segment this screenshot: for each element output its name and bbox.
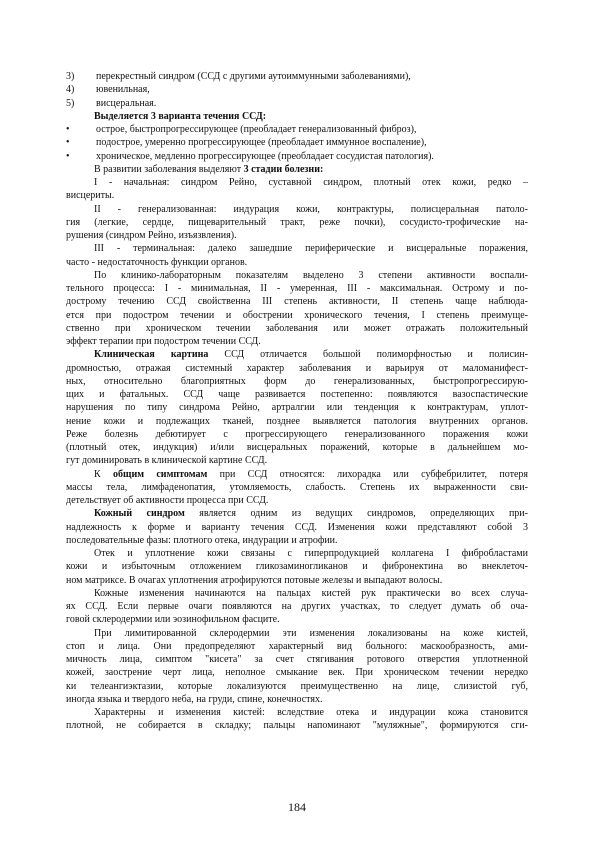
clinic-line: щих и фатальных. ССД чаще развивается постепенно: появляются вазоспастические bbox=[66, 389, 528, 400]
general-line: К общим симптомам при ССД относятся: лихорадка или субфебрилитет, потеря bbox=[94, 468, 528, 480]
clinic-line: Реже болезнь дебютирует с прогрессирующего генерализованного поражения кожи bbox=[66, 428, 528, 440]
limited-line: иногда языка и твердого неба, на груди, спине, конечностях. bbox=[66, 693, 323, 705]
edema-line: ном матриксе. В очагах уплотнения атрофируются потовые железы и выпадают волосы. bbox=[66, 574, 443, 586]
list-item: 3) перекрестный синдром (ССД с другими аутоиммунными заболеваниями), bbox=[66, 71, 411, 82]
edema-line: кожи и избыточным отложением гликозаминогликанов и фибронектина во внеклеточ- bbox=[66, 561, 528, 573]
bullet-icon: • bbox=[66, 124, 70, 135]
bullet-icon: • bbox=[66, 150, 70, 162]
hands-line: Характерны и изменения кистей: вследствие отека и индурации кожа становится bbox=[94, 707, 528, 718]
activity-line: По клинико-лабораторным показателям выделено 3 степени активности воспали- bbox=[94, 269, 528, 281]
limited-line: ки телеангиэктазии, которые локализуются преимущественно на лице, слизистой губ, bbox=[66, 680, 528, 692]
activity-line: ется при подостром течении и обострении хронического течения, I степень преимуще- bbox=[66, 309, 528, 321]
stage1-line: I - начальная: синдром Рейно, суставной синдром, плотный отек кожи, редко – bbox=[94, 177, 528, 188]
activity-line: эффект терапии при подостром течении ССД. bbox=[66, 336, 261, 347]
list-item: 5) висцеральная. bbox=[66, 97, 157, 109]
general-line: массы тела, лимфаденопатия, утомляемость, слабость. Степень их выраженности сви- bbox=[66, 481, 528, 493]
clinic-line: дромностью, отражая системный характер заболевания и варьируя от маломанифест- bbox=[66, 362, 528, 374]
hands-line: плотной, не собирается в складку; пальцы напоминают "муляжные", формируются сги- bbox=[66, 720, 528, 732]
clinic-line: нение кожи и подлежащих тканей, позднее выявляется патология внутренних органов. bbox=[66, 415, 528, 427]
stage1-line: висцериты. bbox=[66, 190, 115, 202]
edema-line: Отек и уплотнение кожи связаны с гиперпродукцией коллагена I фибробластами bbox=[94, 548, 528, 559]
list-item: 4) ювенильная, bbox=[66, 84, 150, 96]
stages-heading: В развитии заболевания выделяют 3 стадии болезни: bbox=[94, 163, 324, 175]
limited-line: кожей, заострение черт лица, неполное смыкание век. При хроническом течении нередко bbox=[66, 667, 528, 679]
fingers-line: ях ССД. Если первые очаги появляются на других участках, то следует думать об оча- bbox=[66, 601, 528, 612]
page-body bbox=[66, 70, 528, 733]
page-number: 184 bbox=[288, 800, 306, 814]
clinic-line: гут доминировать в клинической картине ССД. bbox=[66, 455, 268, 467]
bullet-icon: • bbox=[66, 137, 70, 149]
fingers-line: говой склеродермии или эозинофильном фасците. bbox=[66, 614, 280, 626]
clinic-line: нарушения по типу синдрома Рейно, артралгии или тенденция к контрактурам, уплот- bbox=[66, 402, 528, 414]
general-line: детельствует об активности процесса при ССД. bbox=[66, 495, 269, 506]
activity-line: тельного процесса: I - минимальная, II - умеренная, III - максимальная. Острому и по- bbox=[66, 283, 528, 294]
stage2-line: рушения (синдром Рейно, изъязвления). bbox=[66, 230, 237, 241]
variants-heading: Выделяется 3 варианта течения ССД: bbox=[94, 110, 267, 122]
clinic-line: (плотный отек, индукция) и/или висцеральных поражений, которые в дальнейшем мо- bbox=[66, 442, 528, 453]
bullet-item: • острое, быстропрогрессирующее (преобладает генерализованный фиброз), bbox=[66, 124, 417, 135]
clinic-line: Клиническая картина ССД отличается большой полиморфностью и полисин- bbox=[94, 349, 528, 361]
limited-line: При лимитированной склеродермии эти изменения локализованы на коже кистей, bbox=[94, 627, 528, 639]
limited-line: мичность лица, симптом "кисета" за счет стягивания ротового отверстия уплотненной bbox=[66, 654, 528, 665]
skin-line: надлежность к форме и варианту течения ССД. Изменения кожи представляют собой 3 bbox=[66, 521, 528, 533]
skin-line: последовательные фазы: плотного отека, индурации и атрофии. bbox=[66, 534, 338, 546]
bullet-item: • хроническое, медленно прогрессирующее (преобладает сосудистая патология). bbox=[66, 150, 434, 162]
skin-line: Кожный синдром является одним из ведущих синдромов, определяющих при- bbox=[94, 508, 528, 520]
activity-line: ственно при хроническом течении заболевания или может отражать положительный bbox=[66, 322, 528, 334]
stage2-line: II - генерализованная: индурация кожи, контрактуры, полисцеральная патоло- bbox=[94, 203, 528, 215]
stage3-line: III - терминальная: далеко зашедшие периферические и висцеральные поражения, bbox=[94, 243, 528, 255]
stage2-line: гия (легкие, сердце, пищеварительный тракт, реже почки), сосудисто-трофические на- bbox=[66, 216, 528, 228]
limited-line: стоп и лица. Они предопределяют характерный вид больного: маскообразность, ами- bbox=[66, 640, 528, 652]
clinic-line: ных, относительно благоприятных форм до генерализованных, быстропрогрессирую- bbox=[66, 375, 528, 387]
bullet-item: • подострое, умеренно прогрессирующее (преобладает иммунное воспаление), bbox=[66, 137, 427, 149]
activity-line: дострому течению ССД свойственна III степень активности, II степень чаще наблюда- bbox=[66, 296, 528, 308]
fingers-line: Кожные изменения начинаются на пальцах кистей рук практически во всех случа- bbox=[94, 587, 528, 599]
stage3-line: часто - недостаточность функции органов. bbox=[66, 256, 248, 268]
